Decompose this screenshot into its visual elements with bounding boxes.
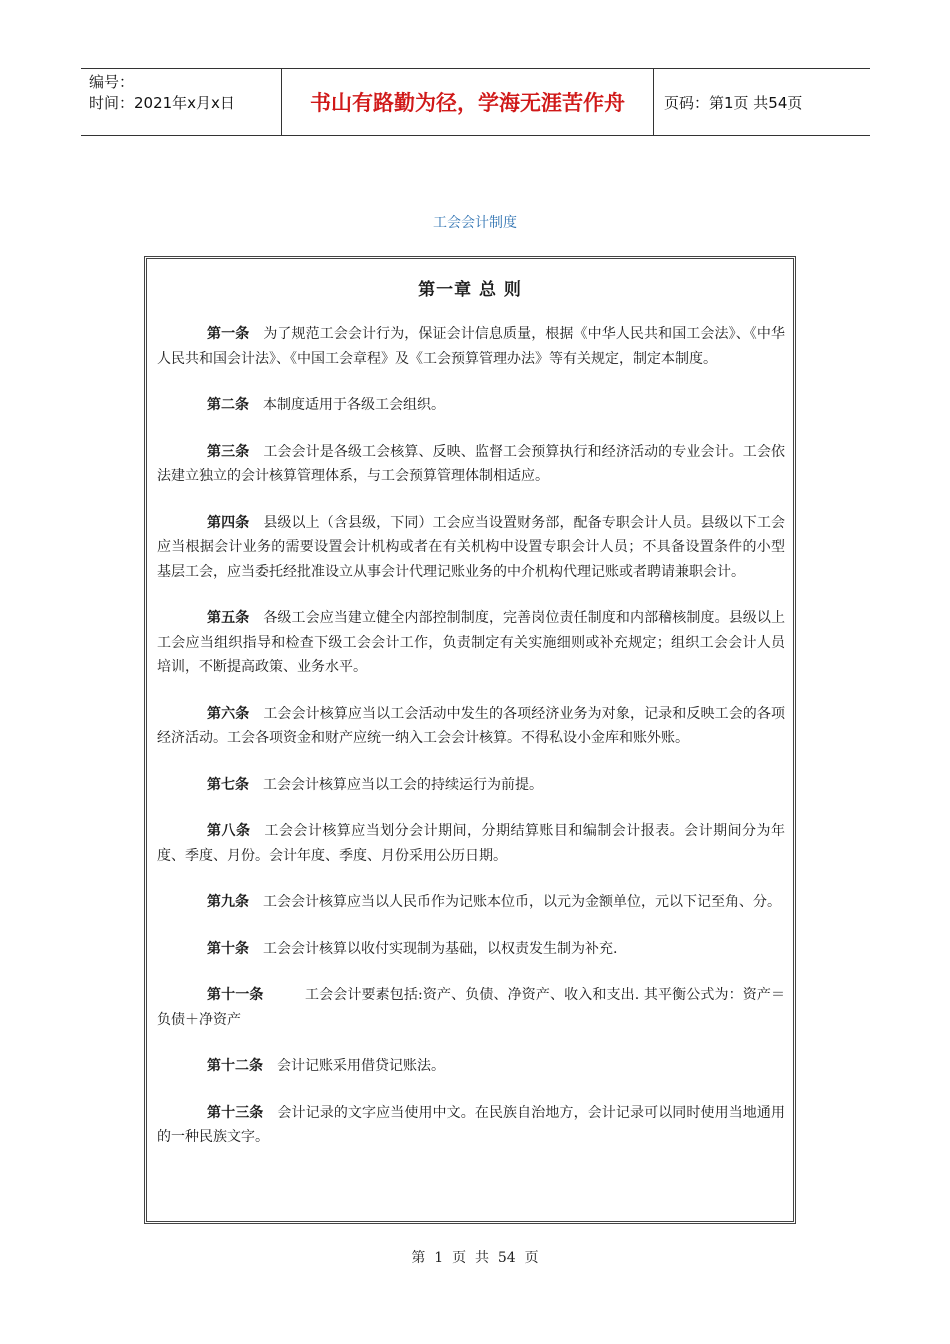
article	[157, 440, 785, 489]
article-label: 第五条	[207, 610, 250, 626]
article-label: 第七条	[207, 776, 249, 793]
document-title: 工会会计制度	[433, 215, 517, 231]
article	[157, 511, 785, 585]
article-text: 会计记录的文字应当使用中文。在民族自治地方，会计记录可以同时使用当地通用的一种民族文字。	[157, 1104, 786, 1145]
time-label: 时间：2021年x月x日	[89, 94, 235, 112]
article	[157, 1054, 785, 1079]
article-text: 工会会计是各级工会核算、反映、监督工会预算执行和经济活动的专业会计。工会依法建立独立的会计核算管理体系，与工会预算管理体制相适应。	[157, 443, 786, 484]
article-text: 各级工会应当建立健全内部控制制度，完善岗位责任制度和内部稽核制度。县级以上工会应当组织指导和检查下级工会会计工作，负责制定有关实施细则或补充规定；组织工会会计人员培训，不断提高政策、业务水平。	[157, 610, 786, 675]
article-label: 第十一条	[207, 987, 264, 1003]
header-motto: 书山有路勤为径，学海无涯苦作舟	[281, 69, 654, 135]
number-label: 编号：	[89, 73, 135, 91]
article-text: 为了规范工会会计行为，保证会计信息质量，根据《中华人民共和国工会法》、《中华人民共和国会计法》、《中国工会章程》及《工会预算管理办法》等有关规定，制定本制度。	[157, 326, 786, 367]
article-label: 第六条	[207, 705, 250, 722]
article	[157, 322, 785, 371]
article-text: 工会会计核算应当划分会计期间，分期结算账目和编制会计报表。会计期间分为年度、季度、月份。会计年度、季度、月份采用公历日期。	[157, 823, 785, 864]
article-text: 工会会计核算应当以工会的持续运行为前提。	[263, 776, 543, 793]
page-footer: 第 1 页 共 54 页	[411, 1250, 539, 1266]
article-label: 第二条	[207, 397, 249, 413]
article-label: 第一条	[207, 326, 250, 342]
article	[157, 606, 785, 680]
article-text: 县级以上（含县级，下同）工会应当设置财务部，配备专职会计人员。县级以下工会应当根据会计业务的需要设置会计机构或者在有关机构中设置专职会计人员；不具备设置条件的小型基层工会，应当委托经批准设立从事会计代理记账业务的中介机构代理记账或者聘请兼职会计。	[157, 514, 786, 580]
article	[157, 702, 785, 751]
article-label: 第十条	[207, 940, 249, 957]
article-text: 工会会计核算以收付实现制为基础，以权责发生制为补充.	[263, 940, 618, 957]
article	[157, 773, 785, 798]
article	[157, 819, 785, 868]
page-header	[81, 68, 870, 136]
article-label: 第十二条	[207, 1058, 263, 1074]
content-frame	[144, 256, 796, 1224]
article-label: 第八条	[207, 823, 251, 839]
article-text: 工会会计要素包括:资产、负债、净资产、收入和支出. 其平衡公式为：资产＝负债＋净资产	[157, 987, 785, 1028]
article-text: 会计记账采用借贷记账法。	[277, 1058, 445, 1074]
article	[157, 393, 785, 418]
chapter-title: 第一章 总 则	[418, 280, 522, 300]
article-label: 第九条	[207, 894, 249, 910]
article	[157, 983, 785, 1032]
article	[157, 937, 785, 962]
article	[157, 1101, 785, 1150]
article-text: 工会会计核算应当以人民币作为记账本位币，以元为金额单位，元以下记至角、分。	[263, 894, 781, 910]
article-text: 工会会计核算应当以工会活动中发生的各项经济业务为对象，记录和反映工会的各项经济活动。工会各项资金和财产应统一纳入工会会计核算。不得私设小金库和账外账。	[157, 705, 786, 746]
article-list	[147, 322, 793, 1150]
article-label: 第三条	[207, 443, 250, 460]
header-left-cell	[81, 69, 281, 135]
article-label: 第十三条	[207, 1104, 264, 1121]
article	[157, 890, 785, 915]
header-page-info: 页码：第1页 共54页	[664, 93, 803, 112]
article-text: 本制度适用于各级工会组织。	[263, 397, 445, 413]
article-label: 第四条	[207, 514, 250, 531]
